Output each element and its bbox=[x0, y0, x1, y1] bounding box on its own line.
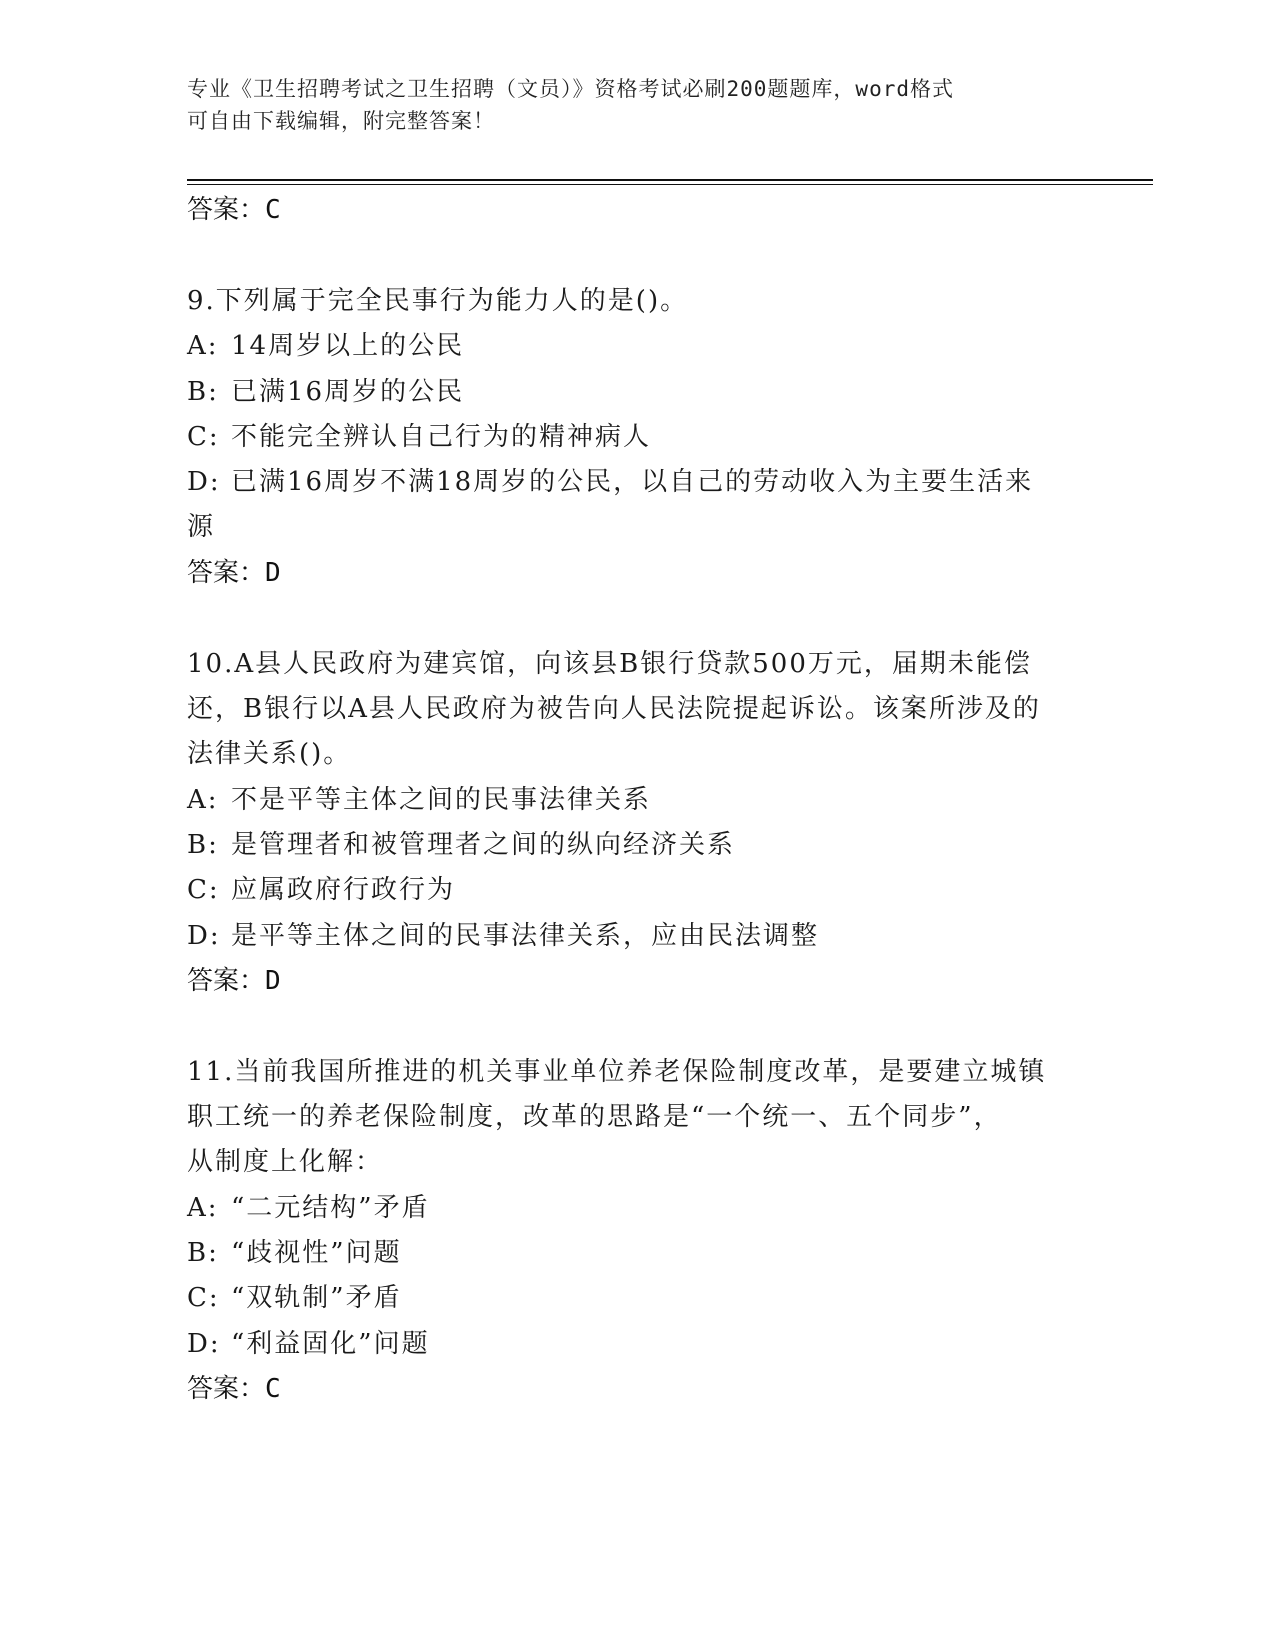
question-list bbox=[187, 279, 1087, 1412]
question-stem-line: 职工统一的养老保险制度，改革的思路是“一个统一、五个同步”， bbox=[187, 1102, 1002, 1133]
previous-answer bbox=[187, 188, 1087, 233]
question-answer bbox=[187, 1367, 1087, 1412]
option-line bbox=[187, 460, 1087, 505]
option-letter: C: bbox=[187, 421, 220, 452]
option-letter: B: bbox=[187, 376, 219, 407]
question-stem-line: 还，B银行以A县人民政府为被告向人民法院提起诉讼。该案所涉及的 bbox=[187, 694, 1041, 725]
answer-label: 答案： bbox=[187, 1373, 266, 1404]
option-text: 不是平等主体之间的民事法律关系 bbox=[231, 784, 652, 815]
option-text: “双轨制”矛盾 bbox=[231, 1283, 402, 1314]
option-text: 是平等主体之间的民事法律关系，应由民法调整 bbox=[231, 920, 820, 951]
answer-value: D bbox=[265, 557, 281, 588]
option-line bbox=[187, 370, 1087, 415]
option-letter: A: bbox=[187, 1192, 219, 1223]
question-stem-line: 9.下列属于完全民事行为能力人的是()。 bbox=[187, 286, 689, 316]
option-text: 已满16周岁的公民 bbox=[231, 376, 465, 407]
option-text: “歧视性”问题 bbox=[231, 1238, 402, 1269]
option-text: “二元结构”矛盾 bbox=[231, 1192, 430, 1223]
option-text: 是管理者和被管理者之间的纵向经济关系 bbox=[231, 829, 736, 860]
question-block bbox=[187, 1050, 1087, 1412]
question-stem-line: 法律关系()。 bbox=[187, 739, 352, 770]
option-line bbox=[187, 778, 1087, 823]
question-stem-line: 从制度上化解： bbox=[187, 1147, 384, 1178]
question-block bbox=[187, 279, 1087, 596]
option-line bbox=[187, 415, 1087, 460]
question-content bbox=[187, 188, 1087, 1412]
option-letter: D: bbox=[187, 467, 221, 498]
option-text: 已满16周岁不满18周岁的公民，以自己的劳动收入为主要生活来 bbox=[231, 467, 1034, 498]
header-line-2: 可自由下载编辑，附完整答案！ bbox=[187, 109, 495, 133]
option-letter: C: bbox=[187, 1283, 220, 1314]
answer-value: C bbox=[265, 1373, 281, 1404]
answer-value: C bbox=[265, 195, 281, 225]
option-line bbox=[187, 868, 1087, 913]
option-text: 不能完全辨认自己行为的精神病人 bbox=[231, 421, 652, 452]
option-letter: A: bbox=[187, 331, 219, 362]
option-text: 应属政府行政行为 bbox=[231, 875, 456, 906]
option-letter: C: bbox=[187, 875, 220, 906]
header-line-1: 专业《卫生招聘考试之卫生招聘（文员）》资格考试必刷200题题库，word格式 bbox=[187, 77, 954, 101]
option-line bbox=[187, 914, 1087, 959]
question-block bbox=[187, 642, 1087, 1004]
header-rule-thick bbox=[187, 179, 1153, 181]
option-text: “利益固化”问题 bbox=[231, 1328, 430, 1359]
question-answer bbox=[187, 959, 1087, 1004]
option-letter: B: bbox=[187, 1238, 219, 1269]
option-line bbox=[187, 1186, 1087, 1231]
question-stem-line: 11.当前我国所推进的机关事业单位养老保险制度改革，是要建立城镇 bbox=[187, 1056, 1047, 1087]
question-stem-line: 10.A县人民政府为建宾馆，向该县B银行贷款500万元，届期未能偿 bbox=[187, 648, 1032, 679]
answer-label: 答案： bbox=[187, 195, 266, 225]
option-line bbox=[187, 1231, 1087, 1276]
answer-label: 答案： bbox=[187, 557, 266, 588]
option-line bbox=[187, 1276, 1087, 1321]
question-answer bbox=[187, 551, 1087, 596]
answer-value: D bbox=[265, 965, 281, 996]
header-rule-thin bbox=[187, 184, 1153, 185]
option-letter: D: bbox=[187, 1328, 221, 1359]
option-line bbox=[187, 1322, 1087, 1367]
option-letter: D: bbox=[187, 920, 221, 951]
document-header bbox=[187, 73, 1067, 137]
option-line bbox=[187, 505, 1087, 550]
option-line bbox=[187, 324, 1087, 369]
option-letter: A: bbox=[187, 784, 219, 815]
option-text: 14周岁以上的公民 bbox=[231, 331, 465, 362]
option-line bbox=[187, 823, 1087, 868]
answer-label: 答案： bbox=[187, 965, 266, 996]
option-text: 源 bbox=[187, 512, 216, 543]
option-letter: B: bbox=[187, 829, 219, 860]
